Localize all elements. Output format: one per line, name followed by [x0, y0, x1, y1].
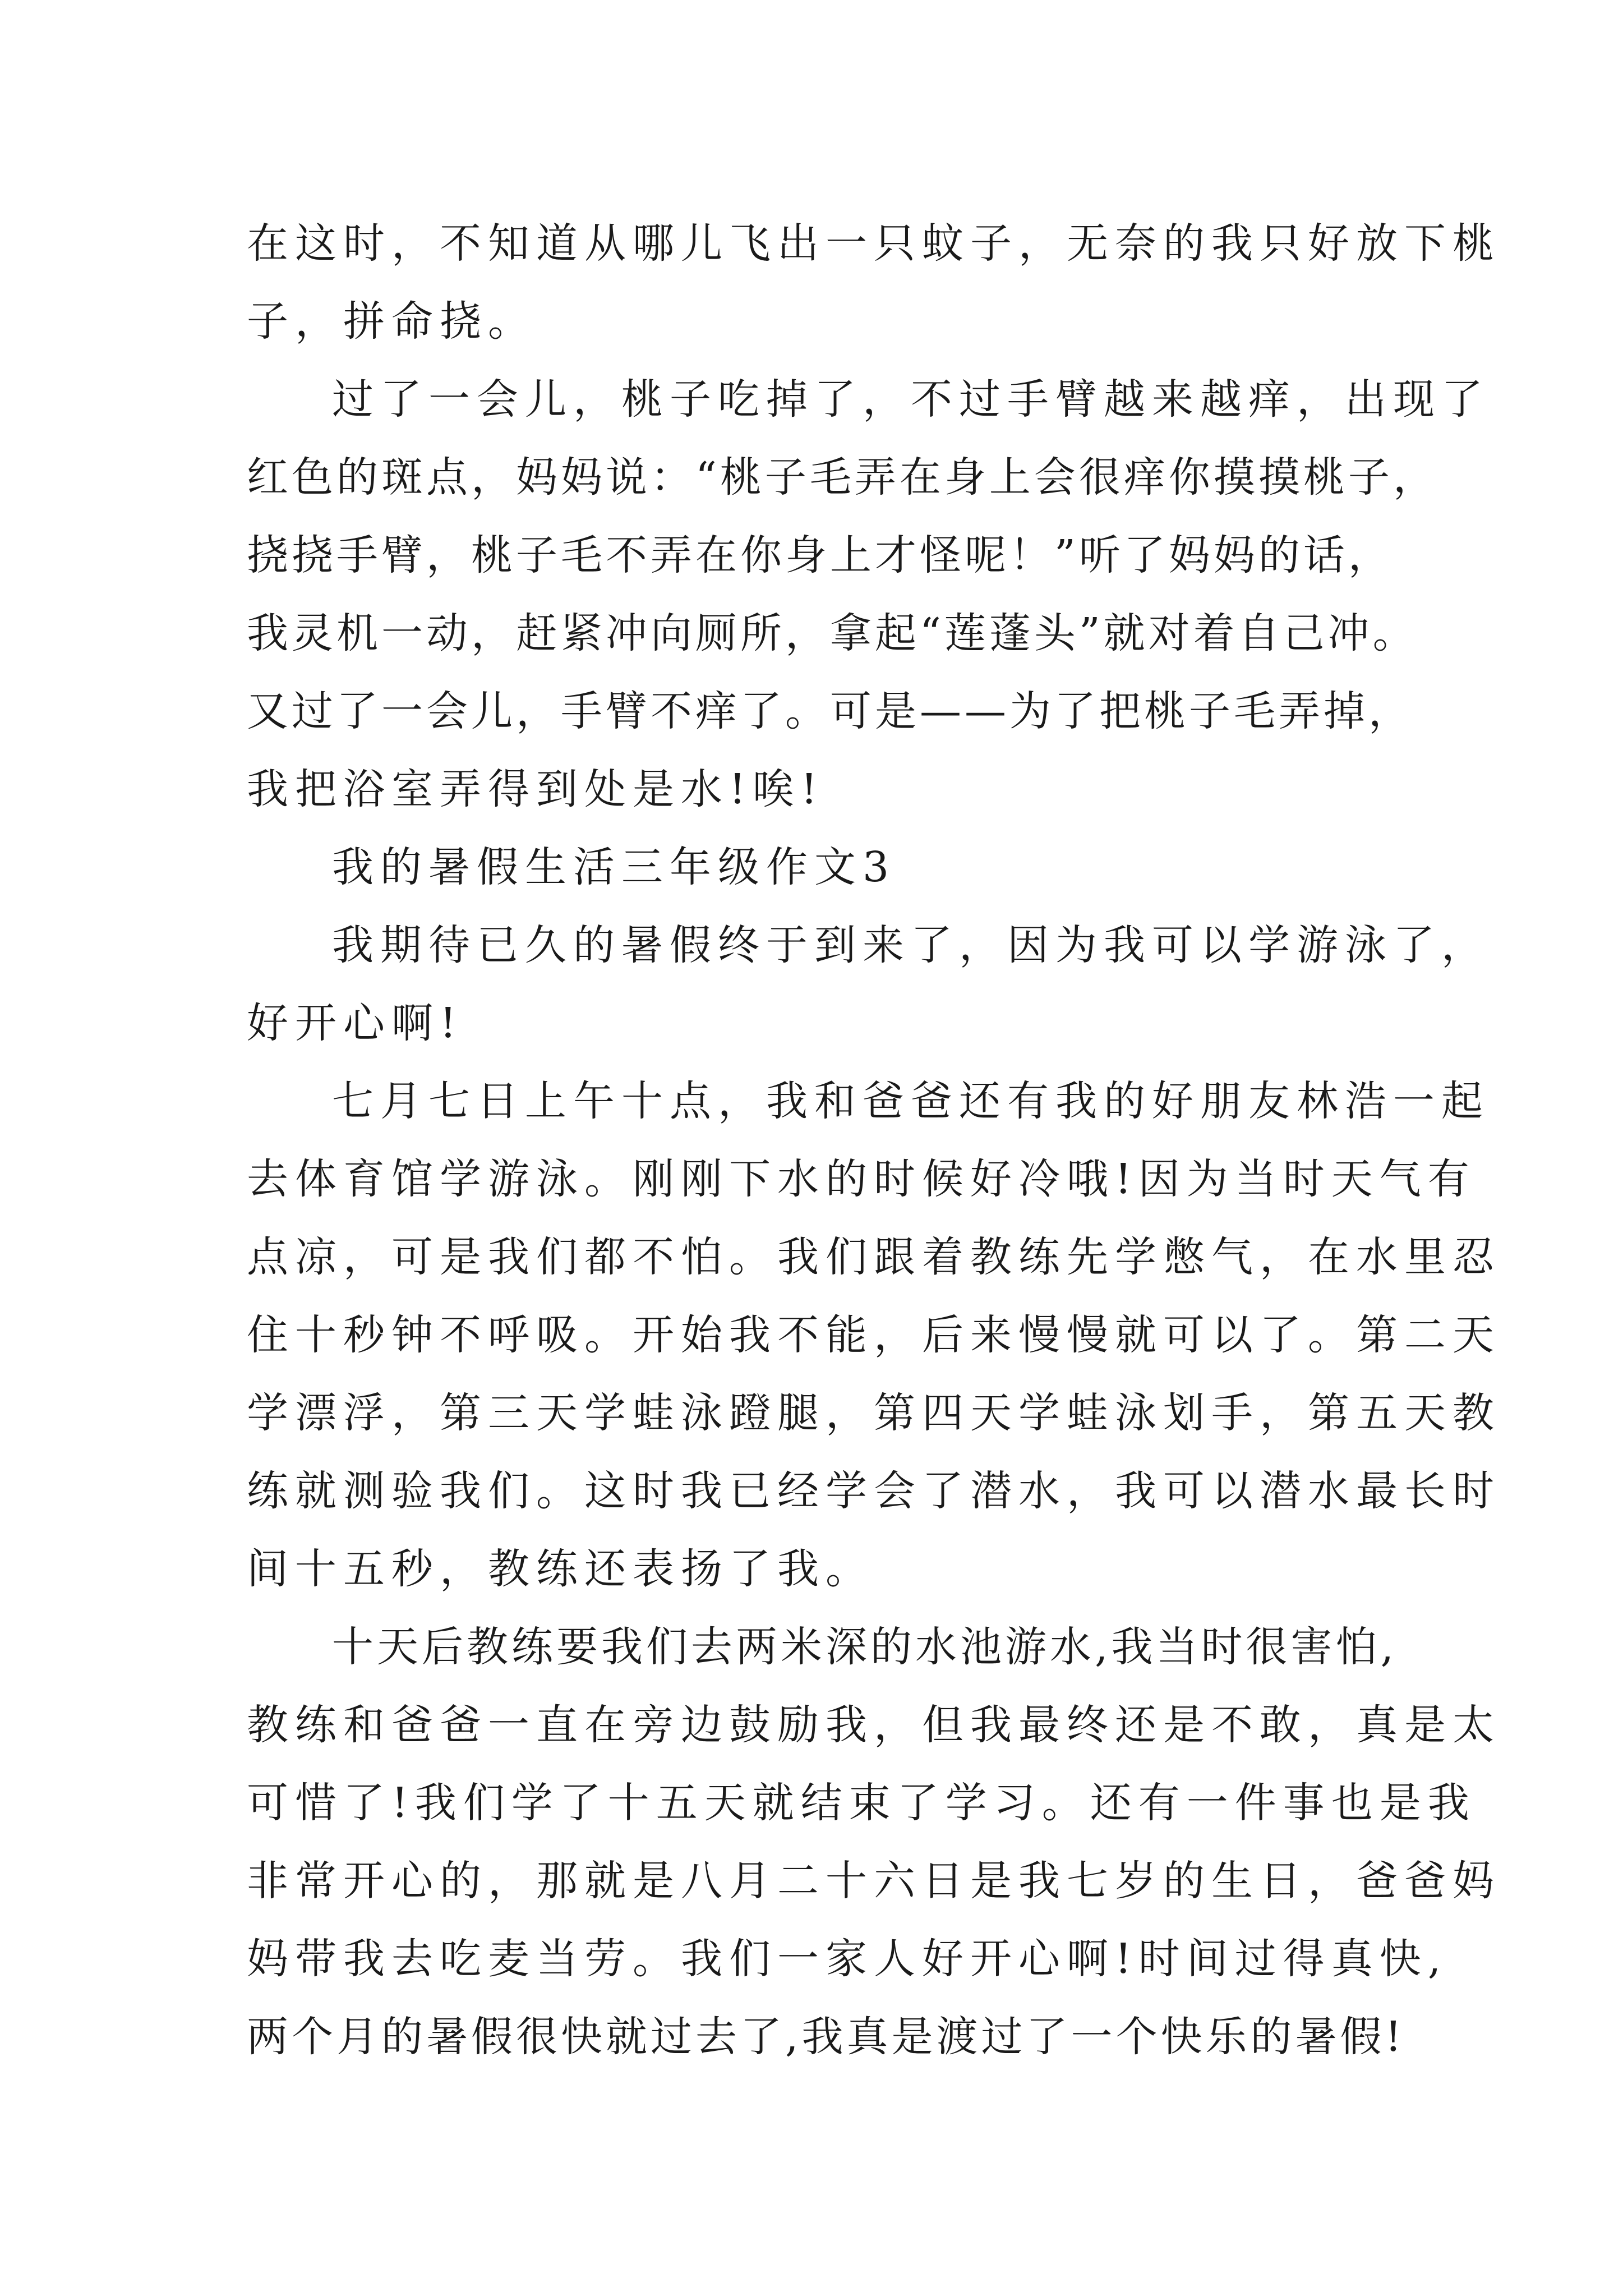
text-line-20: 教练和爸爸一直在旁边鼓励我，但我最终还是不敢，真是太 — [247, 1701, 1501, 1749]
essay-title: 我的暑假生活三年级作文3 — [332, 843, 896, 891]
text-line-22: 非常开心的，那就是八月二十六日是我七岁的生日，爸爸妈 — [247, 1857, 1501, 1905]
text-line-13: 去体育馆学游泳。刚刚下水的时候好冷哦!因为当时天气有 — [247, 1155, 1476, 1203]
text-line-16: 学漂浮，第三天学蛙泳蹬腿，第四天学蛙泳划手，第五天教 — [247, 1389, 1501, 1437]
text-line-3: 过了一会儿，桃子吃掉了，不过手臂越来越痒，出现了 — [332, 375, 1490, 424]
text-line-7: 又过了一会儿，手臂不痒了。可是——为了把桃子毛弄掉， — [247, 687, 1413, 735]
text-line-19: 十天后教练要我们去两米深的水池游水,我当时很害怕, — [332, 1623, 1398, 1671]
text-line-24: 两个月的暑假很快就过去了,我真是渡过了一个快乐的暑假! — [247, 2013, 1405, 2061]
text-line-8: 我把浴室弄得到处是水!唉! — [247, 765, 824, 813]
text-line-10: 我期待已久的暑假终于到来了，因为我可以学游泳了， — [332, 921, 1490, 969]
text-line-2: 子，拼命挠。 — [247, 297, 536, 346]
text-line-14: 点凉，可是我们都不怕。我们跟着教练先学憋气，在水里忍 — [247, 1233, 1501, 1281]
text-line-5: 挠挠手臂，桃子毛不弄在你身上才怪呢！”听了妈妈的话， — [247, 531, 1393, 579]
text-line-23: 妈带我去吃麦当劳。我们一家人好开心啊!时间过得真快, — [247, 1935, 1448, 1983]
essay-text — [247, 205, 1501, 2076]
text-line-4: 红色的斑点，妈妈说：“桃子毛弄在身上会很痒你摸摸桃子， — [247, 453, 1438, 501]
text-line-12: 七月七日上午十点，我和爸爸还有我的好朋友林浩一起 — [332, 1077, 1490, 1125]
text-line-1: 在这时，不知道从哪儿飞出一只蚊子，无奈的我只好放下桃 — [247, 219, 1501, 268]
text-line-17: 练就测验我们。这时我已经学会了潜水，我可以潜水最长时 — [247, 1467, 1501, 1515]
text-line-15: 住十秒钟不呼吸。开始我不能，后来慢慢就可以了。第二天 — [247, 1311, 1501, 1359]
text-line-6: 我灵机一动，赶紧冲向厕所，拿起“莲蓬头”就对着自己冲。 — [247, 609, 1418, 657]
text-line-11: 好开心啊! — [247, 999, 463, 1047]
text-line-18: 间十五秒，教练还表扬了我。 — [247, 1545, 874, 1593]
text-line-21: 可惜了!我们学了十五天就结束了学习。还有一件事也是我 — [247, 1779, 1476, 1827]
